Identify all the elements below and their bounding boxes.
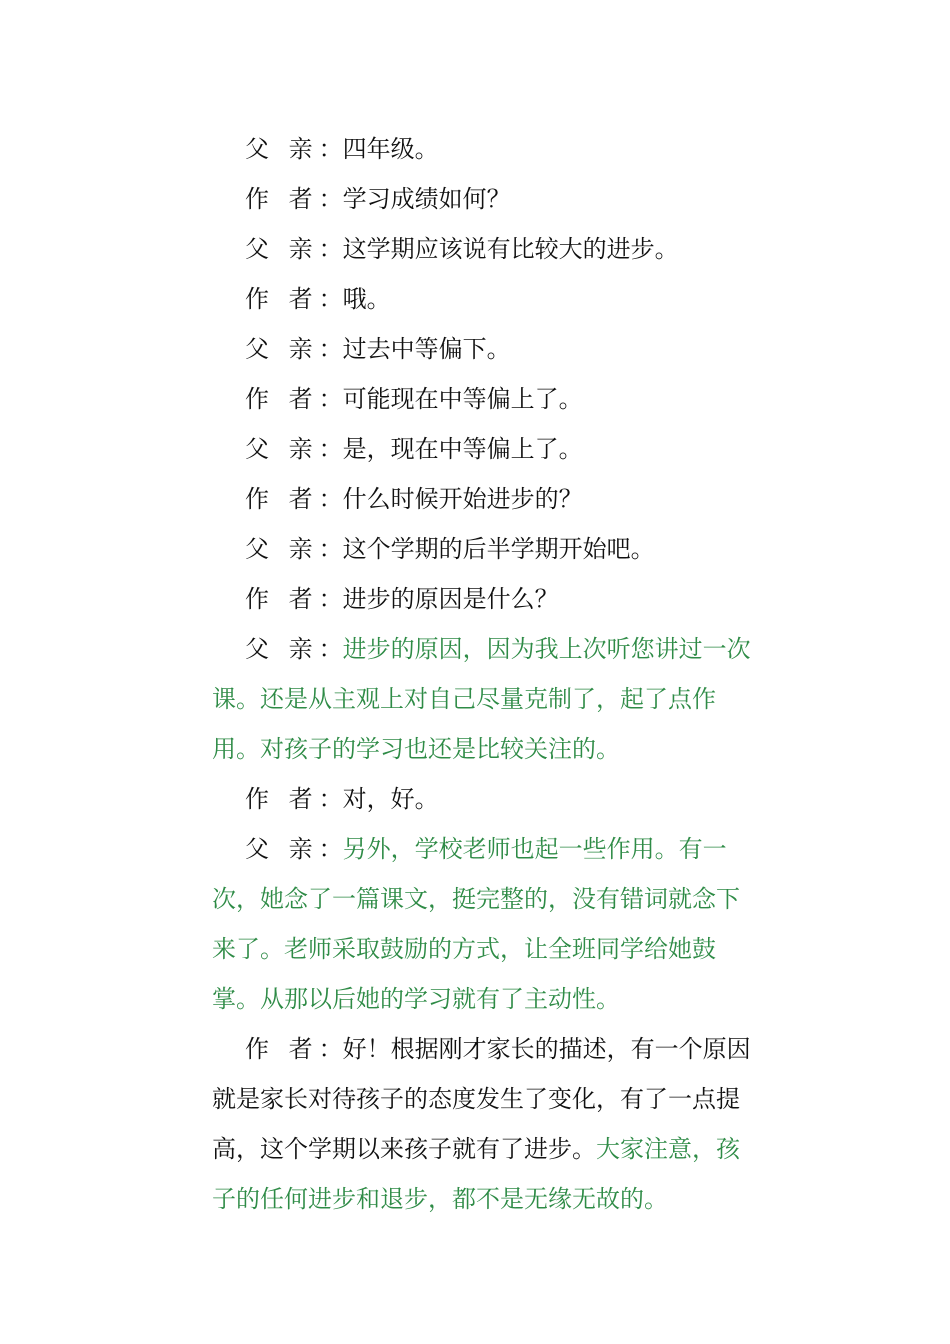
colon: ： [318,535,343,563]
line-text: 进步的原因是什么？ [342,585,559,613]
speaker-label: 父 亲 [245,435,319,463]
speaker-label: 父 亲 [245,135,319,163]
dialogue-line [212,524,752,574]
colon: ： [318,1035,343,1063]
line-text: 四年级。 [342,135,439,163]
dialogue-line [212,324,752,374]
speaker-label: 作 者 [245,385,319,413]
colon: ： [318,785,343,813]
line-text: 对，好。 [342,785,439,813]
speaker-label: 父 亲 [245,635,319,663]
speaker-label: 作 者 [245,585,319,613]
dialogue-line [212,424,752,474]
colon: ： [318,385,343,413]
speaker-label: 作 者 [245,485,319,513]
colon: ： [318,335,343,363]
colon: ： [318,135,343,163]
speaker-label: 父 亲 [245,835,319,863]
line-text: 学习成绩如何？ [342,185,511,213]
line-text: 这学期应该说有比较大的进步。 [342,235,679,263]
line-text: 好！根据刚才家长的描述，有一个原因就是家长对待孩子的态度发生了变化，有了一点提高，这个学期以来孩子就有了进步。 [212,1035,751,1163]
colon: ： [318,235,343,263]
dialogue-line [212,474,752,524]
dialogue-line [212,824,752,1024]
speaker-label: 作 者 [245,185,319,213]
dialogue-line [212,274,752,324]
dialogue-line [212,174,752,224]
colon: ： [318,835,343,863]
document-page [212,124,752,1224]
dialogue-line [212,574,752,624]
line-text: 是，现在中等偏上了。 [342,435,583,463]
line-text: 什么时候开始进步的？ [342,485,583,513]
highlighted-text: 进步的原因，因为我上次听您讲过一次课。还是从主观上对自己尽量克制了，起了点作用。对孩子的学习也还是比较关注的。 [212,635,751,763]
speaker-label: 作 者 [245,285,319,313]
line-text: 这个学期的后半学期开始吧。 [342,535,655,563]
dialogue-line [212,774,752,824]
dialogue-line [212,224,752,274]
dialogue-line [212,624,752,774]
speaker-label: 作 者 [245,1035,319,1063]
speaker-label: 父 亲 [245,235,319,263]
speaker-label: 作 者 [245,785,319,813]
dialogue-line [212,374,752,424]
line-text: 哦。 [342,285,391,313]
dialogue-line [212,124,752,174]
colon: ： [318,485,343,513]
colon: ： [318,185,343,213]
line-text: 可能现在中等偏上了。 [342,385,583,413]
speaker-label: 父 亲 [245,535,319,563]
line-text: 过去中等偏下。 [342,335,511,363]
speaker-label: 父 亲 [245,335,319,363]
dialogue-line [212,1024,752,1224]
colon: ： [318,585,343,613]
highlighted-text: 大家注意，孩子的任何进步和退步，都不是无缘无故的。 [212,1135,740,1213]
highlighted-text: 另外，学校老师也起一些作用。有一次，她念了一篇课文，挺完整的，没有错词就念下来了。老师采取鼓励的方式，让全班同学给她鼓掌。从那以后她的学习就有了主动性。 [212,835,740,1013]
colon: ： [318,285,343,313]
colon: ： [318,435,343,463]
colon: ： [318,635,343,663]
